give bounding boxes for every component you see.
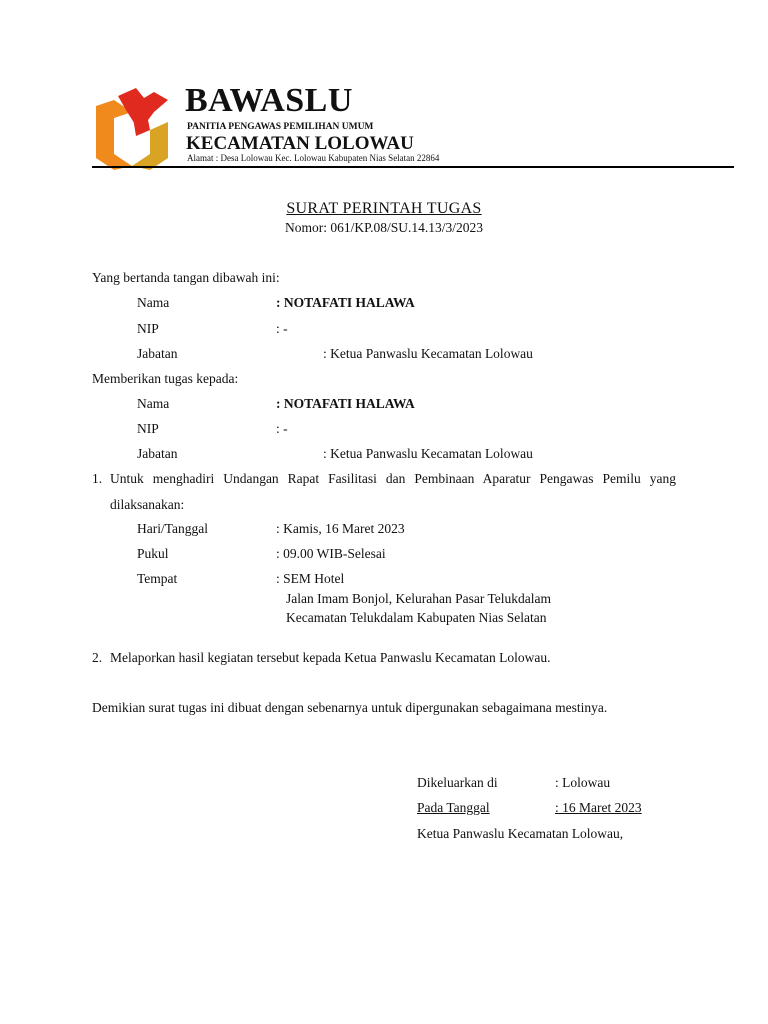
- intro-text: Yang bertanda tangan dibawah ini:: [92, 270, 280, 285]
- issued-place-label: Dikeluarkan di: [417, 775, 498, 790]
- task1-number: 1.: [92, 471, 103, 486]
- task1-place-value: : SEM Hotel: [276, 571, 345, 586]
- assignee-position-label: Jabatan: [137, 446, 178, 461]
- task1-place-line3: Kecamatan Telukdalam Kabupaten Nias Selatan: [286, 610, 547, 625]
- signer-position-label: Jabatan: [137, 346, 178, 361]
- assignee-name-value: : NOTAFATI HALAWA: [276, 396, 415, 411]
- assignee-nip-value: : -: [276, 421, 288, 436]
- signer-position-value: : Ketua Panwaslu Kecamatan Lolowau: [323, 346, 533, 361]
- signer-nip-label: NIP: [137, 321, 159, 336]
- assignee-position-value: : Ketua Panwaslu Kecamatan Lolowau: [323, 446, 533, 461]
- assign-intro-text: Memberikan tugas kepada:: [92, 371, 239, 386]
- issued-date-label: Pada Tanggal: [417, 800, 490, 815]
- header-divider: [92, 166, 734, 168]
- task1-time-value: : 09.00 WIB-Selesai: [276, 546, 386, 561]
- letter-number: Nomor: 061/KP.08/SU.14.13/3/2023: [284, 220, 484, 235]
- closing-paragraph: Demikian surat tugas ini dibuat dengan sebenarnya untuk dipergunakan sebagaimana mestinya.: [92, 700, 608, 715]
- assignee-name-label: Nama: [137, 396, 170, 411]
- task2-text: Melaporkan hasil kegiatan tersebut kepada Ketua Panwaslu Kecamatan Lolowau.: [110, 650, 551, 665]
- task1-place-label: Tempat: [137, 571, 178, 586]
- task1-time-label: Pukul: [137, 546, 169, 561]
- signer-nip-value: : -: [276, 321, 288, 336]
- bawaslu-logo: [92, 86, 172, 170]
- letter-title: SURAT PERINTAH TUGAS: [286, 200, 482, 217]
- issued-signer-title: Ketua Panwaslu Kecamatan Lolowau,: [417, 826, 624, 841]
- task1-day-label: Hari/Tanggal: [137, 521, 209, 536]
- signer-name-label: Nama: [137, 295, 170, 310]
- address-line: Alamat : Desa Lolowau Kec. Lolowau Kabupaten Nias Selatan 22864: [187, 153, 440, 163]
- task2-number: 2.: [92, 650, 103, 665]
- signer-name-value: : NOTAFATI HALAWA: [276, 295, 415, 310]
- issued-place-value: : Lolowau: [555, 775, 611, 790]
- brand-name: BAWASLU: [185, 82, 353, 119]
- task1-text: Untuk menghadiri Undangan Rapat Fasilitasi dan Pembinaan Aparatur Pengawas Pemilu yang dilaksanakan:: [110, 471, 676, 512]
- task1-day-value: : Kamis, 16 Maret 2023: [276, 521, 405, 536]
- brand-subtitle: PANITIA PENGAWAS PEMILIHAN UMUM: [187, 122, 374, 132]
- district-name: KECAMATAN LOLOWAU: [186, 133, 414, 154]
- assignee-nip-label: NIP: [137, 421, 159, 436]
- task1-place-line2: Jalan Imam Bonjol, Kelurahan Pasar Telukdalam: [286, 591, 551, 606]
- issued-date-value: : 16 Maret 2023: [555, 800, 642, 815]
